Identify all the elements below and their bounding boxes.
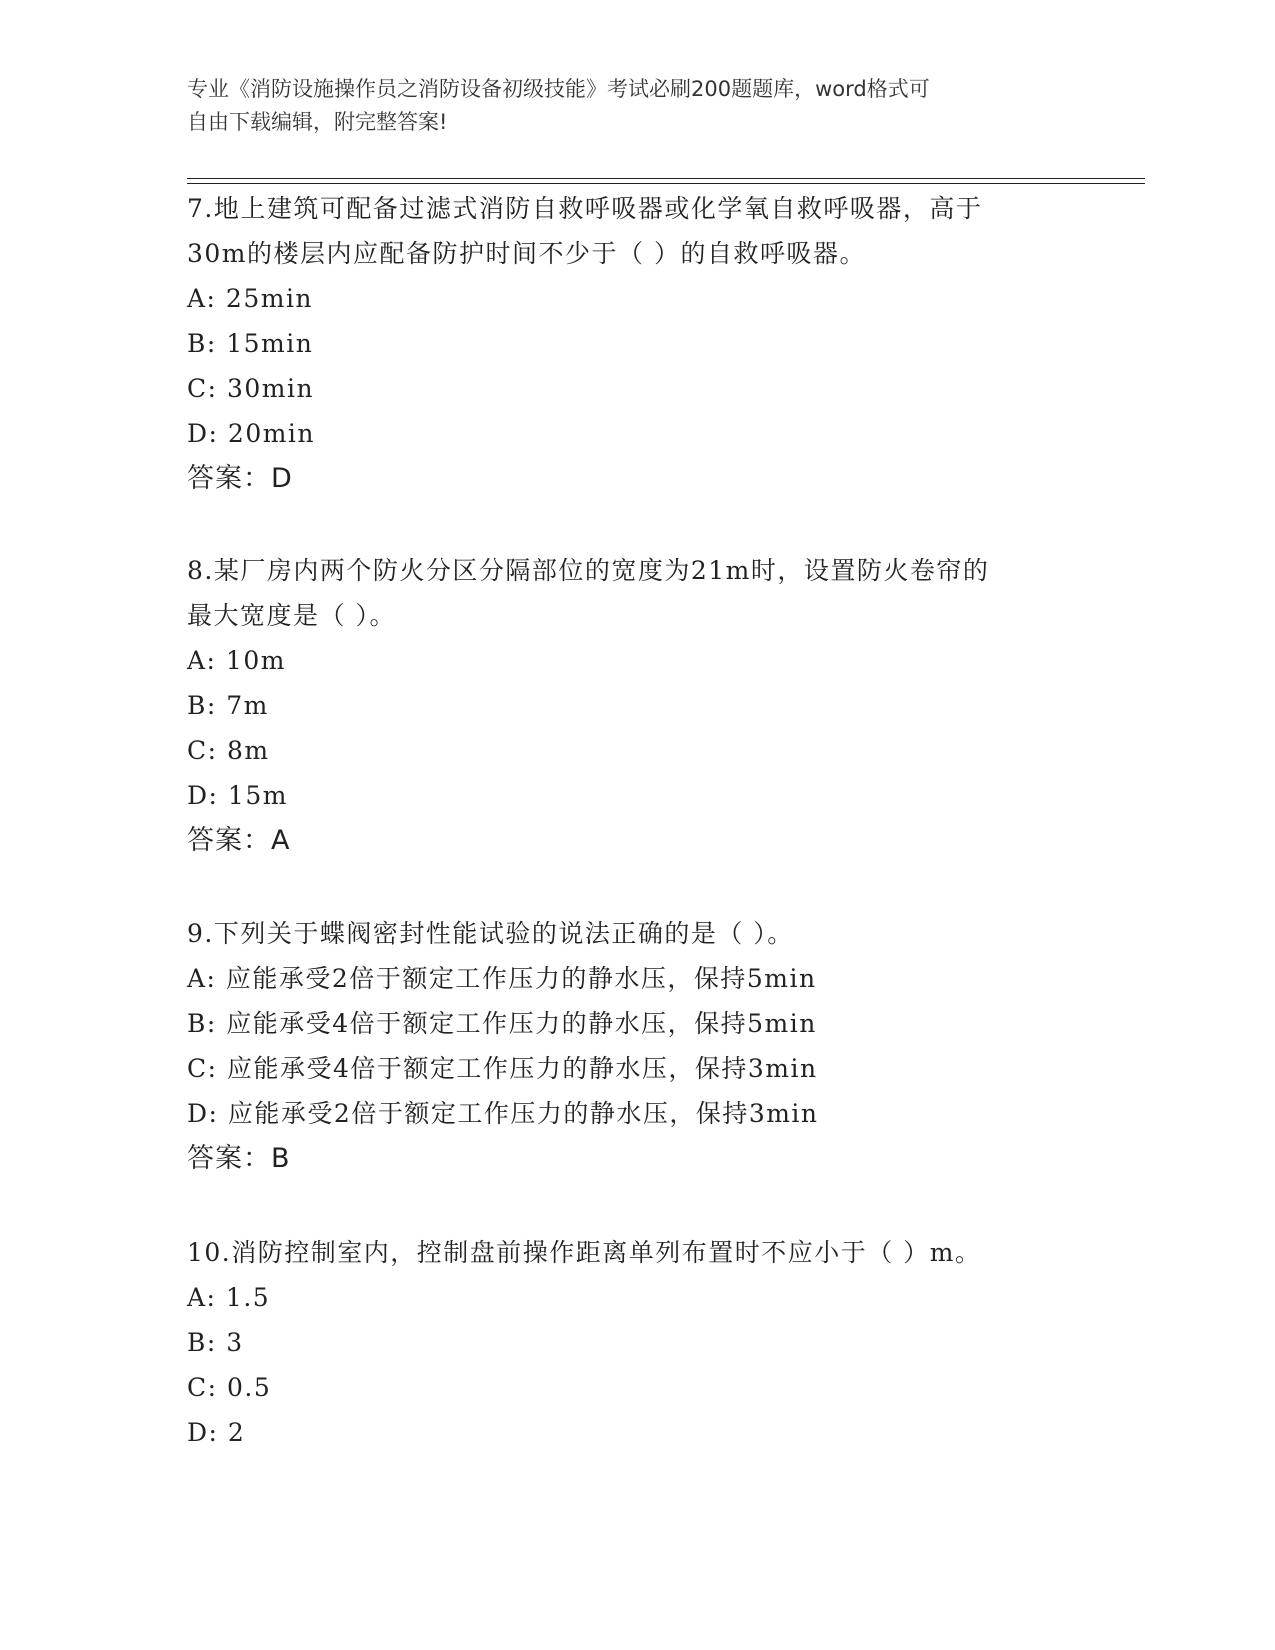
header-divider-bottom xyxy=(187,183,1145,184)
option-b: B: 3 xyxy=(187,1328,244,1357)
option-a: A: 25min xyxy=(187,284,314,313)
option-d: D: 2 xyxy=(187,1418,246,1447)
document-header xyxy=(187,73,1067,139)
header-line-2: 自由下载编辑，附完整答案! xyxy=(187,110,448,134)
option-a: A: 10m xyxy=(187,646,286,675)
question-7 xyxy=(187,186,1067,501)
option-b: B: 应能承受4倍于额定工作压力的静水压，保持5min xyxy=(187,1009,817,1038)
question-stem-line: 最大宽度是（ ）。 xyxy=(187,601,396,630)
option-b: B: 7m xyxy=(187,691,269,720)
question-stem-line: 8.某厂房内两个防火分区分隔部位的宽度为21m时，设置防火卷帘的 xyxy=(187,556,990,585)
question-stem-line: 9.下列关于蝶阀密封性能试验的说法正确的是（ ）。 xyxy=(187,919,794,948)
option-a: A: 1.5 xyxy=(187,1283,271,1312)
option-c: C: 8m xyxy=(187,736,270,765)
option-b: B: 15min xyxy=(187,329,314,358)
option-d: D: 15m xyxy=(187,781,288,810)
option-a: A: 应能承受2倍于额定工作压力的静水压，保持5min xyxy=(187,964,817,993)
option-c: C: 30min xyxy=(187,374,315,403)
option-d: D: 应能承受2倍于额定工作压力的静水压，保持3min xyxy=(187,1099,819,1128)
question-stem-line: 7.地上建筑可配备过滤式消防自救呼吸器或化学氧自救呼吸器，高于 xyxy=(187,194,983,223)
option-c: C: 0.5 xyxy=(187,1373,272,1402)
header-divider-top xyxy=(187,178,1145,179)
option-c: C: 应能承受4倍于额定工作压力的静水压，保持3min xyxy=(187,1054,818,1083)
question-9 xyxy=(187,911,1067,1181)
answer: 答案：B xyxy=(187,1143,291,1174)
question-8 xyxy=(187,548,1067,863)
question-stem-line: 30m的楼层内应配备防护时间不少于（ ）的自救呼吸器。 xyxy=(187,239,866,268)
answer: 答案：D xyxy=(187,463,293,494)
question-10 xyxy=(187,1230,1067,1455)
question-stem-line: 10.消防控制室内，控制盘前操作距离单列布置时不应小于（ ）m。 xyxy=(187,1238,982,1267)
option-d: D: 20min xyxy=(187,419,316,448)
answer: 答案：A xyxy=(187,825,291,856)
header-line-1: 专业《消防设施操作员之消防设备初级技能》考试必刷200题题库，word格式可 xyxy=(187,77,930,101)
